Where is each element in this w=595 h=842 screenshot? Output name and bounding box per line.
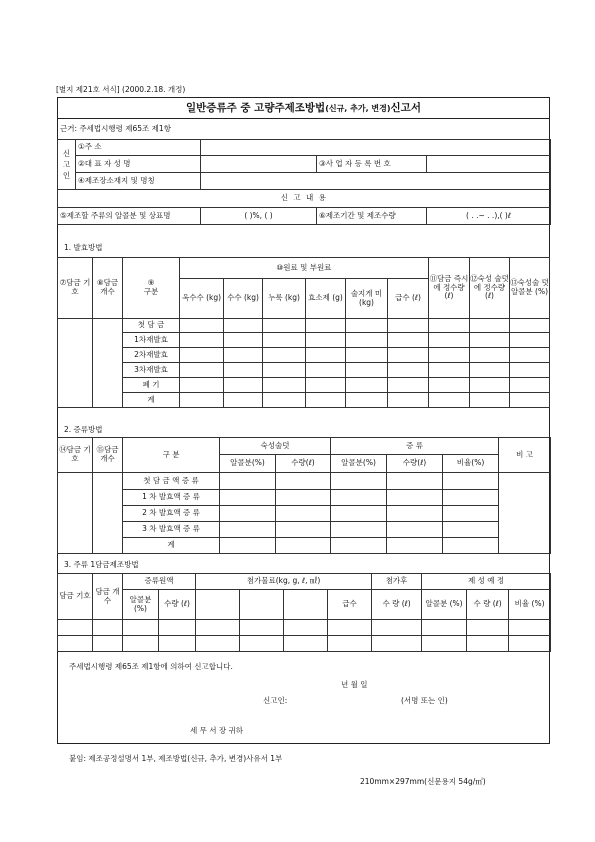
s1-row-label: 첫 담 금 <box>123 319 180 333</box>
s3-after-header: 첨가후 <box>372 574 422 590</box>
declaration-date[interactable]: 년 월 일 <box>341 680 368 689</box>
s1-row-label: 계 <box>123 393 180 408</box>
s1-mat-nuruk: 누룩 (kg) <box>263 279 306 319</box>
s1-col-count: ⑧담금 개수 <box>93 258 123 319</box>
s1-mat-corn: 옥수수 (kg) <box>180 279 224 319</box>
s2-col-code: ⑭담금 기호 <box>58 438 93 473</box>
fermentation-table <box>57 257 550 408</box>
s1-col-div: ⑨ 구분 <box>123 258 180 319</box>
s2-count-cell[interactable] <box>93 473 123 554</box>
s1-col-13: ⑬숙성술 덧알콜분 (%) <box>510 258 550 319</box>
s1-col-code: ⑦담금 기호 <box>58 258 93 319</box>
signature-field[interactable]: (서명 또는 인) <box>401 696 448 705</box>
name-label: ②대 표 자 성 명 <box>76 156 201 173</box>
title-sub: (신규, 추가, 변경) <box>325 104 391 113</box>
s2-col-div: 구 분 <box>123 438 220 473</box>
s3-data-cell[interactable] <box>58 620 93 636</box>
s3-data-cell[interactable] <box>58 636 93 652</box>
period-label: ⑥제조기간 및 제조수량 <box>317 208 427 225</box>
s3-col-code: 담금 기호 <box>58 574 93 620</box>
name-field[interactable] <box>201 156 317 173</box>
s2-col-count: ⑮담금 개수 <box>93 438 123 473</box>
s1-mat-lees: 술지게 미(kg) <box>346 279 388 319</box>
s2-row-label: 계 <box>123 538 220 554</box>
biz-no-label: ③사 업 자 등 록 번 호 <box>317 156 427 173</box>
declaration-text: 주세법시행령 제65조 제1항에 의하여 신고합니다. <box>69 662 233 671</box>
form-number: [별지 제21호 서식] (2000.2.18. 개정) <box>56 85 186 94</box>
site-field[interactable] <box>201 173 551 190</box>
s1-count-cell[interactable] <box>93 319 123 408</box>
form-body <box>57 118 550 763</box>
title-end: 신고서 <box>390 102 421 114</box>
s1-code-cell[interactable] <box>58 319 93 408</box>
s1-row-label: 3차재발효 <box>123 363 180 378</box>
s2-sub-col: 알콜분(%) <box>220 455 276 473</box>
reporter-label: 신고인: <box>263 696 288 705</box>
s2-row-label: 첫 담 금 액 증 류 <box>123 473 220 490</box>
biz-no-field[interactable] <box>427 156 551 173</box>
reporter-side-label: 신 고 인 <box>58 140 76 190</box>
s3-prod-col: 비율 (%) <box>509 590 551 620</box>
section3-title: 3. 주류 1담금제조방법 <box>64 560 139 569</box>
s3-raw-header: 증류원액 <box>123 574 196 590</box>
s1-mat-enzyme: 효소제 (g) <box>306 279 346 319</box>
s3-prod-col: 수 량 (ℓ) <box>467 590 509 620</box>
site-label: ④제조장소재지 및 명칭 <box>76 173 201 190</box>
s3-after-col: 수 량 (ℓ) <box>372 590 422 620</box>
s2-sub-col: 알콜분(%) <box>331 455 387 473</box>
address-field[interactable] <box>201 140 551 156</box>
s2-distill-header: 증 류 <box>331 438 499 455</box>
content-header: 신 고 내 용 <box>58 190 551 208</box>
s3-prod-header: 제 성 예 정 <box>422 574 551 590</box>
section1-title: 1. 발효방법 <box>64 243 103 252</box>
legal-basis: 근거: 주세법시행령 제65조 제1항 <box>60 124 171 133</box>
s1-mat-water: 급수 (ℓ) <box>388 279 429 319</box>
s2-sub-col: 비율(%) <box>443 455 499 473</box>
s2-row-label: 1 차 발효액 증 류 <box>123 490 220 506</box>
s1-row-label: 폐 기 <box>123 378 180 393</box>
recipient: 세 무 서 장 귀하 <box>190 726 244 735</box>
form-title <box>57 97 550 118</box>
address-label: ①주 소 <box>76 140 201 156</box>
s3-water-col: 급수 <box>328 590 372 620</box>
s1-col-12: ⑫숙성 술덧에 정수량 (ℓ) <box>470 258 510 319</box>
s1-row-label: 2차재발효 <box>123 348 180 363</box>
s2-sub-col: 수량(ℓ) <box>276 455 331 473</box>
section2-title: 2. 증류방법 <box>64 425 103 434</box>
reporter-table <box>57 139 551 225</box>
paper-size: 210mm×297mm(신문용지 54g/㎡) <box>360 777 486 786</box>
s3-prod-col: 알콜분 (%) <box>422 590 467 620</box>
s3-col-count: 담금 개수 <box>93 574 123 620</box>
s3-raw-col: 알콜분 (%) <box>123 590 159 620</box>
s1-col-11: ⑪담금 즉시에 정수량 (ℓ) <box>429 258 470 319</box>
production-table <box>57 573 551 652</box>
s1-mat-sorghum: 수수 (kg) <box>224 279 263 319</box>
s2-mature-header: 숙성술덧 <box>220 438 331 455</box>
product-label: ⑤제조할 주류의 알콜분 및 상표명 <box>58 208 201 225</box>
s2-sub-col: 수량(ℓ) <box>387 455 443 473</box>
s2-row-label: 2 차 발효액 증 류 <box>123 506 220 522</box>
title-main: 일반증류주 중 고량주제조방법 <box>186 102 326 114</box>
product-value[interactable]: ( )%, ( ) <box>201 208 317 225</box>
s2-remark: 비 고 <box>499 438 551 473</box>
s2-row-label: 3 차 발효액 증 류 <box>123 522 220 538</box>
period-value[interactable]: ( . .~ . .),( )ℓ <box>427 208 551 225</box>
distillation-table <box>57 437 551 554</box>
attachment: 붙임: 제조공정설명서 1부, 제조방법(신규, 추가, 변경)사유서 1부 <box>69 754 283 763</box>
s2-code-cell[interactable] <box>58 473 93 554</box>
s1-materials-header: ⑩원료 및 부원료 <box>180 258 429 279</box>
s3-raw-col: 수량 (ℓ) <box>159 590 196 620</box>
s1-row-label: 1차재발효 <box>123 333 180 348</box>
s3-add-header: 첨가물료(kg, g, ℓ, ㎖) <box>196 574 372 590</box>
